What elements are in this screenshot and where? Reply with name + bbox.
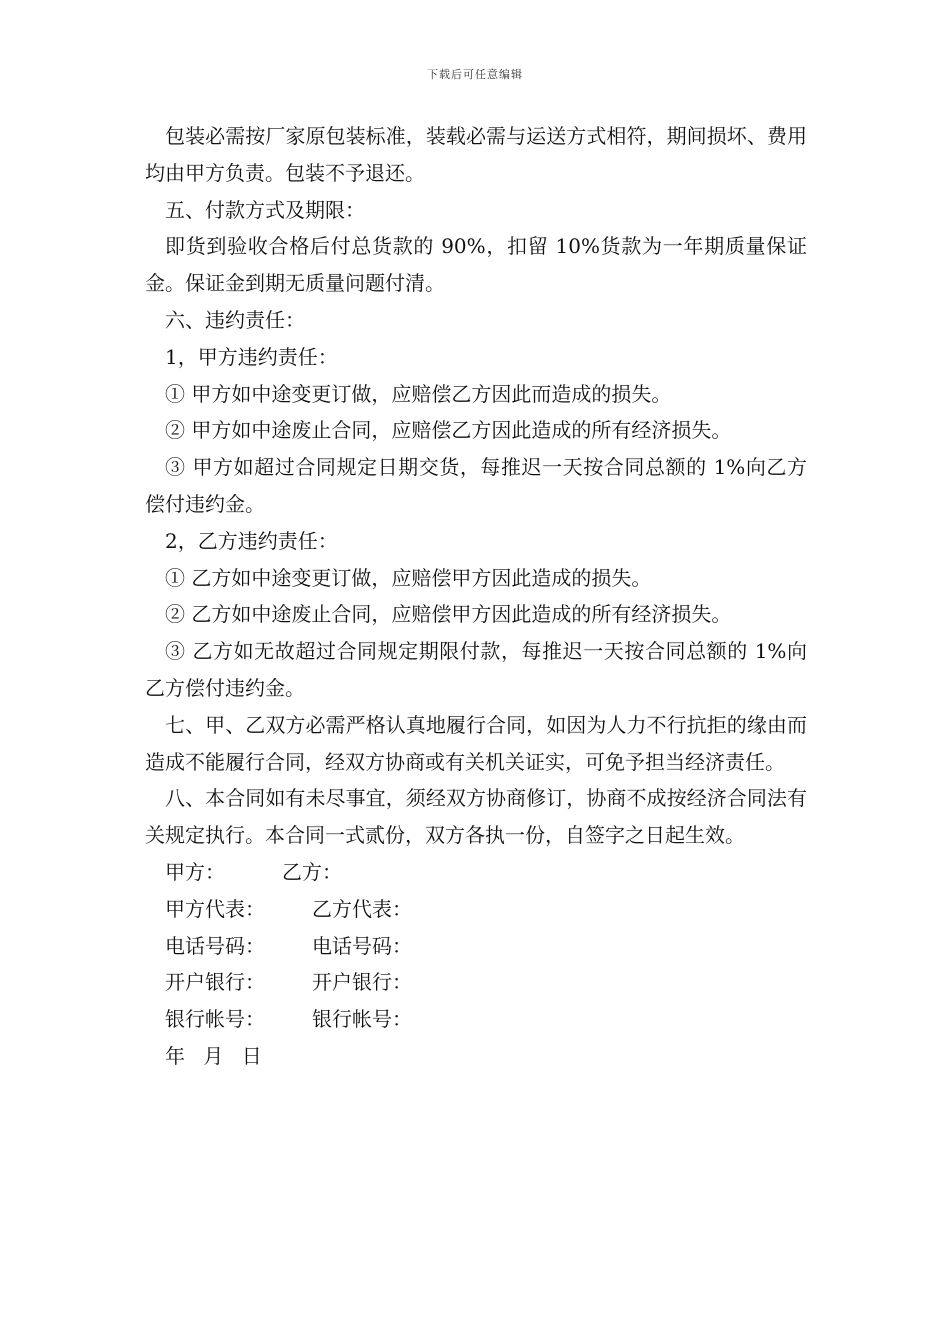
party-b-phone-label: 电话号码： xyxy=(312,933,412,958)
payment-clause: 即货到验收合格后付总货款的 90%，扣留 10%货款为一年期质量保证金。保证金到期无质量问题付清。 xyxy=(145,234,807,296)
header-note: 下载后可任意编辑 xyxy=(427,68,523,81)
party-a-representative-label: 甲方代表： xyxy=(165,896,265,921)
party-b-bank-label: 开户银行： xyxy=(312,970,412,995)
party-a-liability-item-3: ③ 甲方如超过合同规定日期交货，每推迟一天按合同总额的 1%向乙方偿付违约金。 xyxy=(145,455,807,516)
party-b-representative-label: 乙方代表： xyxy=(312,896,412,921)
party-a-liability-item-1: ① 甲方如中途变更订做，应赔偿乙方因此而造成的损失。 xyxy=(165,381,672,406)
date-line: 年 月 日 xyxy=(165,1043,268,1068)
party-b-liability-item-3: ③ 乙方如无故超过合同规定期限付款，每推迟一天按合同总额的 1%向乙方偿付违约金。 xyxy=(145,639,807,700)
contract-body xyxy=(145,118,807,1075)
party-a-label: 甲方： xyxy=(165,859,225,884)
packaging-clause: 包装必需按厂家原包装标准，装载必需与运送方式相符，期间损坏、费用均由甲方负责。包装不予退还。 xyxy=(145,124,807,185)
party-b-liability-item-2: ② 乙方如中途废止合同，应赔偿甲方因此造成的所有经济损失。 xyxy=(165,602,732,627)
party-a-phone-label: 电话号码： xyxy=(165,933,265,958)
section-heading-payment: 五、付款方式及期限： xyxy=(165,197,365,222)
force-majeure-clause: 七、甲、乙双方必需严格认真地履行合同，如因为人力不行抗拒的缘由而造成不能履行合同，经双方协商或有关机关证实，可免予担当经济责任。 xyxy=(145,712,807,774)
party-a-liability-item-2: ② 甲方如中途废止合同，应赔偿乙方因此造成的所有经济损失。 xyxy=(165,418,732,443)
section-heading-liability: 六、违约责任： xyxy=(165,307,305,332)
party-b-account-label: 银行帐号： xyxy=(312,1007,412,1032)
party-b-label: 乙方： xyxy=(282,859,342,884)
signature-row-party xyxy=(145,854,807,891)
signature-row-representative xyxy=(145,891,807,928)
party-b-liability-item-1: ① 乙方如中途变更订做，应赔偿甲方因此造成的损失。 xyxy=(165,565,652,590)
party-a-liability-heading: 1，甲方违约责任： xyxy=(165,344,338,369)
signature-row-phone xyxy=(145,928,807,965)
party-a-account-label: 银行帐号： xyxy=(165,1007,265,1032)
signature-row-bank xyxy=(145,964,807,1001)
party-b-liability-heading: 2，乙方违约责任： xyxy=(165,528,338,553)
supplementary-clause: 八、本合同如有未尽事宜，须经双方协商修订，协商不成按经济合同法有关规定执行。本合同一式贰份，双方各执一份，自签字之日起生效。 xyxy=(145,786,807,848)
signature-row-account xyxy=(145,1001,807,1038)
party-a-bank-label: 开户银行： xyxy=(165,970,265,995)
